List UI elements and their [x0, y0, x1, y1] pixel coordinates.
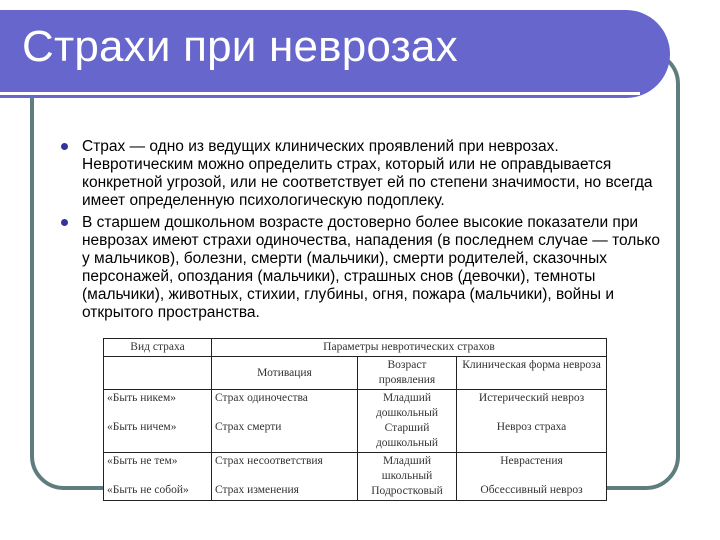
- cell-type: [104, 390, 212, 453]
- motivation-3: Страх несоответствия: [215, 455, 323, 467]
- fear-type-3: «Быть не тем»: [107, 455, 178, 467]
- bullet-text: Страх — одно из ведущих клинических проявлений при неврозах. Невротическим можно определить страх, который или не оправдывается конкретной угрозой, или не соответствует ей по степени значимости, но всегда имеет определенную психологическую подоплеку.: [82, 138, 653, 209]
- empty-cell: [104, 357, 212, 390]
- cell-type: [104, 453, 212, 501]
- cell-form: [457, 390, 607, 453]
- cell-form: [457, 453, 607, 501]
- header-age: Возраст проявления: [358, 357, 457, 390]
- form-4: Обсессивный невроз: [480, 484, 583, 496]
- bullet-item: [58, 214, 670, 322]
- table-row: [104, 390, 607, 453]
- bullet-icon: [61, 143, 68, 150]
- motivation-1: Страх одиночества: [215, 392, 308, 404]
- form-3: Неврастения: [500, 455, 563, 467]
- bullet-icon: [61, 219, 68, 226]
- title-underline: [0, 92, 640, 95]
- form-2: Невроз страха: [496, 421, 567, 433]
- age-1: Младший дошкольный: [375, 392, 439, 419]
- table-header-row: [104, 339, 607, 357]
- fear-type-1: «Быть никем»: [107, 392, 176, 404]
- motivation-2: Страх смерти: [215, 421, 282, 433]
- fears-table: [103, 338, 607, 501]
- header-motivation: Мотивация: [212, 357, 358, 390]
- age-3: Младший школьный: [381, 455, 433, 482]
- cell-age: [358, 390, 457, 453]
- header-parameters: Параметры невротических страхов: [212, 339, 607, 357]
- age-2: Старший дошкольный: [375, 422, 439, 449]
- bullet-item: [58, 138, 670, 210]
- age-4: Подростковый: [371, 485, 443, 497]
- cell-motivation: [212, 453, 358, 501]
- header-form: Клиническая форма невроза: [457, 357, 607, 390]
- fear-type-2: «Быть ничем»: [107, 421, 177, 433]
- table-subheader-row: [104, 357, 607, 390]
- cell-age: [358, 453, 457, 501]
- fear-type-4: «Быть не собой»: [107, 484, 189, 496]
- slide-title: Страхи при неврозах: [22, 22, 458, 71]
- table-row: [104, 453, 607, 501]
- bullet-list: [58, 138, 670, 326]
- bullet-text: В старшем дошкольном возрасте достоверно более высокие показатели при неврозах имеют страхи одиночества, нападения (в последнем случае — только у мальчиков), болезни, смерти (мальчики), смерти родителей, сказочных персонажей, опоздания (мальчики), страшных снов (девочки), темноты (мальчики), животных, стихии, глубины, огня, пожара (мальчики), войны и открытого пространства.: [82, 214, 660, 321]
- header-fear-type: Вид страха: [104, 339, 212, 357]
- cell-motivation: [212, 390, 358, 453]
- form-1: Истерический невроз: [478, 392, 585, 404]
- motivation-4: Страх изменения: [215, 484, 299, 496]
